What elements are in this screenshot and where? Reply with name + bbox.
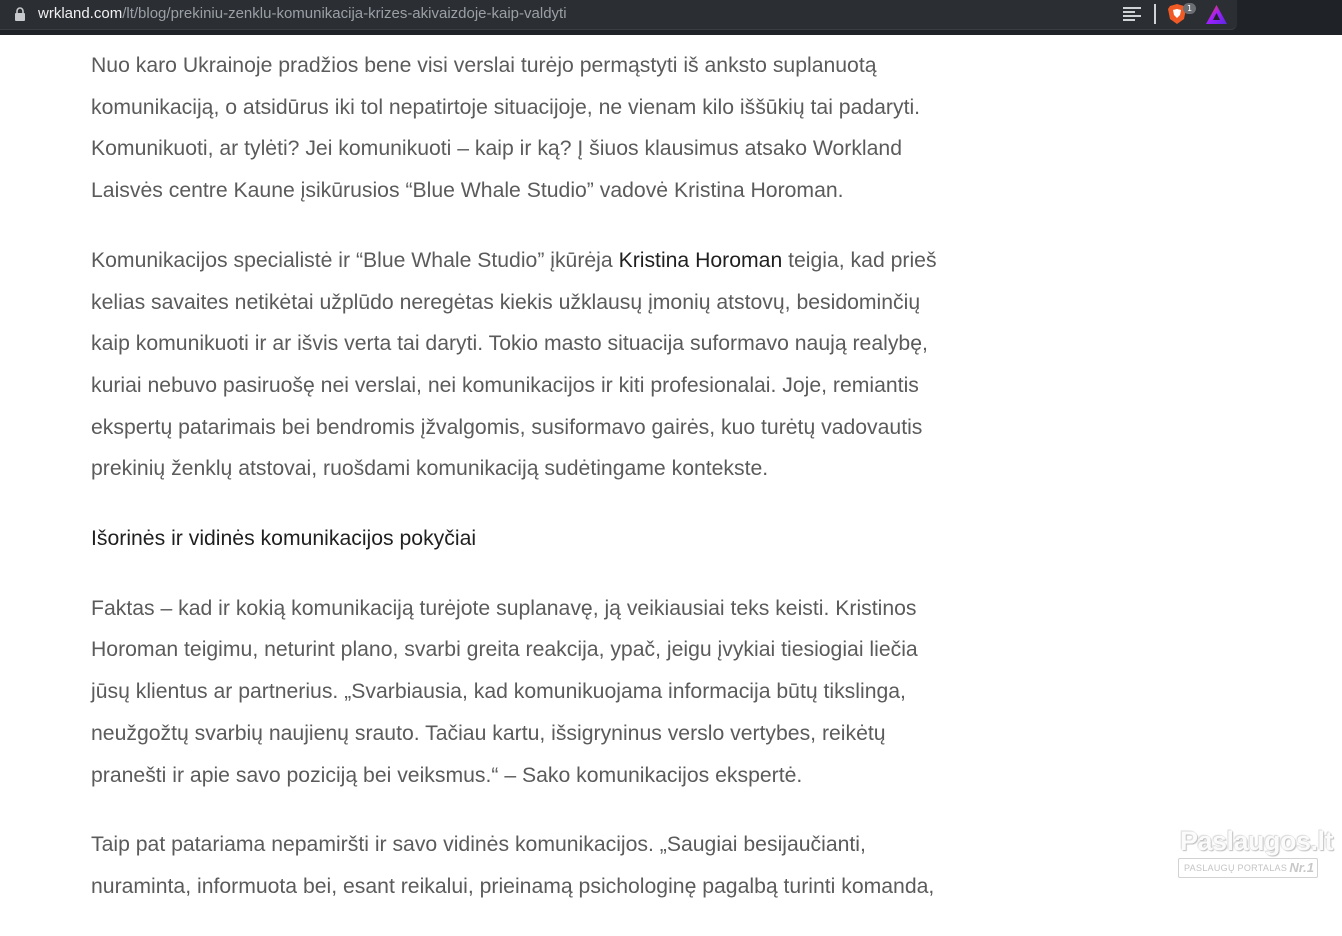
paragraph-facts xyxy=(91,588,1011,797)
watermark-rank: Nr.1 xyxy=(1289,860,1314,875)
person-name: Kristina Horoman xyxy=(618,248,783,272)
text-line: kuriai nebuvo pasiruošę nei verslai, nei komunikacijos ir kiti profesionalai. Joje, remiantis xyxy=(91,373,919,397)
text-line: komunikaciją, o atsidūrus iki tol nepatirtoje situacijoje, ne vienam kilo iššūkių tai padaryti. xyxy=(91,95,921,119)
text-fragment: Komunikacijos specialistė ir “Blue Whale Studio” įkūrėja xyxy=(91,248,619,272)
lock-icon[interactable] xyxy=(14,7,26,21)
section-heading: Išorinės ir vidinės komunikacijos pokyčiai xyxy=(91,527,477,551)
article-body xyxy=(91,45,1011,936)
text-fragment: teigia, kad prieš xyxy=(782,248,937,272)
url-path: /lt/blog/prekiniu-zenklu-komunikacija-krizes-akivaizdoje-kaip-valdyti xyxy=(122,5,567,22)
text-line: Nuo karo Ukrainoje pradžios bene visi verslai turėjo permąstyti iš anksto suplanuotą xyxy=(91,54,877,77)
paragraph-internal xyxy=(91,824,1011,907)
url-text[interactable] xyxy=(38,5,567,23)
address-bar[interactable] xyxy=(0,0,1237,30)
text-line: kelias savaites netikėtai užplūdo neregėtas kiekis užklausų įmonių atstovų, besidominčių xyxy=(91,290,921,314)
text-line: pranešti ir apie savo poziciją bei veiksmus.“ – Sako komunikacijos ekspertė. xyxy=(91,763,803,787)
text-line: Faktas – kad ir kokią komunikaciją turėjote suplanavę, ją veikiausiai teks keisti. Kristinos xyxy=(91,596,917,620)
reader-mode-icon[interactable] xyxy=(1123,6,1141,22)
text-line xyxy=(91,240,1011,282)
text-line: Horoman teigimu, neturint plano, svarbi greita reakcija, ypač, jeigu įvykiai tiesiogiai liečia xyxy=(91,638,918,662)
watermark-subtitle: PASLAUGŲ PORTALAS xyxy=(1184,863,1288,873)
url-domain: wrkland.com xyxy=(38,5,123,22)
text-line: jūsų klientus ar partnerius. „Svarbiausia, kad komunikuojama informacija būtų tikslinga, xyxy=(91,680,906,704)
paragraph-intro xyxy=(91,45,1011,212)
text-line: prekinių ženklų atstovai, ruošdami komunikaciją sudėtingame kontekste. xyxy=(91,457,769,481)
toolbar-separator xyxy=(1154,4,1156,24)
browser-toolbar xyxy=(0,0,1342,35)
paslaugos-watermark xyxy=(1178,826,1334,878)
brave-rewards-icon[interactable] xyxy=(1205,4,1228,25)
text-line: Komunikuoti, ar tylėti? Jei komunikuoti – kaip ir ką? Į šiuos klausimus atsako Workland xyxy=(91,137,902,161)
text-line: Laisvės centre Kaune įsikūrusios “Blue Whale Studio” vadovė Kristina Horoman. xyxy=(91,179,844,203)
text-line: nuraminta, informuota bei, esant reikalui, prieinamą psichologinę pagalbą turinti komanda, xyxy=(91,874,935,898)
shields-badge: 1 xyxy=(1183,3,1196,14)
text-line: ekspertų patarimais bei bendromis įžvalgomis, susiformavo gairės, kuo turėtų vadovautis xyxy=(91,415,923,439)
text-line: neužgožtų svarbių naujienų srauto. Tačiau kartu, išsigryninus verslo vertybes, reikėtų xyxy=(91,721,886,745)
text-line: Taip pat patariama nepamiršti ir savo vidinės komunikacijos. „Saugiai besijaučianti, xyxy=(91,833,866,857)
watermark-title: Paslaugos.lt xyxy=(1180,826,1334,856)
paragraph-specialist xyxy=(91,240,1011,490)
text-line: kaip komunikuoti ir ar išvis verta tai daryti. Tokio masto situacija suformavo naują realybę, xyxy=(91,332,928,356)
watermark-bar xyxy=(1178,858,1318,878)
